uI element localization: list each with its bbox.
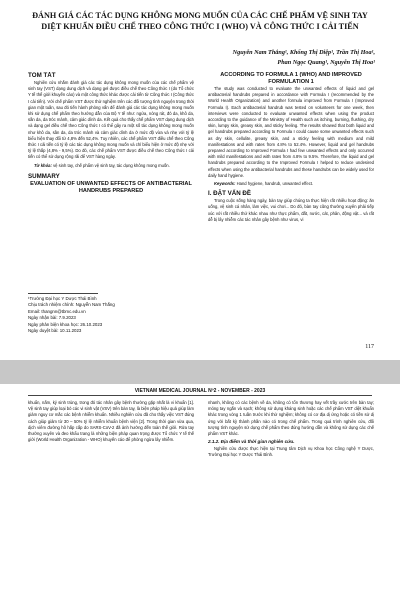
summary-heading: SUMMARY	[28, 172, 60, 180]
page2-right-text: nhanh, không có các bệnh về da, không có tổn thương hay vết trầy xước trên bàn tay; móng tay ngắn và sạch; không sử dụng kháng sinh hoặc các chế phẩm VST diệt khuẩn khác trong vòng 1 tuần trước khi thử nghiệm; không có cơ địa dị ứng hoặc có tiền sử dị ứng với bất kỳ thành phần nào có trong chế phẩm. Trong quá trình nghiên cứu, đối tượng tình nguyện sử dụng chế phẩm theo đúng hướng dẫn và không sử dụng các chế phẩm VST khác.	[208, 400, 374, 437]
section-212-body: Nghiên cứu được thực hiện tại Trung tâm Dịch vụ Khoa học Công nghệ Y Dược, Trường Đại học Y Dược Thái Bình.	[208, 445, 374, 457]
paper-title: ĐÁNH GIÁ CÁC TÁC DỤNG KHÔNG MONG MUỐN CỦA CÁC CHẾ PHẨM VỆ SINH TAY DIỆT KHUẨN ĐIỀU CHẾ THEO CÔNG THỨC I (WHO) VÀ CÔNG THỨC I CẢI TIẾN	[32, 11, 368, 31]
page2-left-column	[28, 400, 194, 596]
review-date: Ngày phản biện khoa học: 26.10.2023	[28, 321, 103, 327]
summary-title: EVALUATION OF UNWANTED EFFECTS OF ANTIBACTERIAL HANDRUBS PREPARED	[30, 180, 192, 194]
summary-body: The study was conducted to evaluate the unwanted effects of liquid and gel antibacterial handrubs prepared in accordance with Formula I (recommended by the World Health Organization) and another formula improved from Formula I (Improved Formula I). Each antibacterial handrub was tested on volunteers for one week, then interviews were conducted to evaluate unwanted effects when using the product according to the guidance of the Ministry of Health such as itching, burning, flushing, dry skin, lumpy skin, greasy skin, and sticky feeling. The results showed that both liquid and gel handrubs prepared according to Formula I could cause some unwanted effects such as dry skin, cellulite, greasy skin, and a sticky feeling with medium and mild manifestations and with rates from 4.8% to 52.4%. However, liquid and gel handrubs prepared according to Improved Formula I had few unwanted effects and only occurred with mild manifestations and with rates from 4.8% to 9.5%. Therefore, the liquid and gel handrubs prepared according to the Improved Formula I helped to reduce undesired effects when using the antibacterial handrubs and these handrubs can be widely used for daily hand hygiene.	[208, 86, 374, 178]
page-number: 117	[365, 344, 374, 350]
abstract-heading: TÓM TẮT	[28, 72, 56, 79]
summary-keywords: Keywords: Hand hygiene, handrub, unwanted effect.	[214, 181, 314, 187]
received-date: Ngày nhận bài: 7.9.2023	[28, 315, 76, 321]
accepted-date: Ngày duyệt bài: 10.11.2023	[28, 328, 82, 334]
intro-heading: I. ĐẶT VẤN ĐỀ	[208, 190, 251, 198]
corresponding-author: Chịu trách nhiệm chính: Nguyễn Nam Thắng	[28, 302, 115, 308]
header-rule	[28, 395, 372, 396]
correspondence-block	[28, 296, 178, 334]
summary-title-cont: ACCORDING TO FORMULA 1 (WHO) AND IMPROVED FORMULATION 1	[220, 72, 362, 85]
affiliation: ¹Trường Đại học Y Dược Thái Bình	[28, 296, 97, 301]
author-list	[150, 48, 375, 68]
author-line: Phan Ngọc Quang¹, Nguyễn Thị Hoa¹	[277, 59, 375, 66]
footnote-rule	[28, 293, 98, 294]
left-column	[28, 72, 194, 294]
right-column	[208, 72, 374, 340]
abstract-body: Nghiên cứu nhằm đánh giá các tác dụng không mong muốn của các chế phẩm vệ sinh tay (VST) dạng dung dịch và dạng gel được điều chế theo Công thức I (do Tổ chức Y tế thế giới khuyến cáo) và một công thức khác được cải tiến từ Công thức I (Công thức I cải tiến). Với chế phẩm VST được thử nghiệm trên các đối tượng tình nguyện trong thời gian một tuần, sau đó tiến hành phỏng vấn để đánh giá các tác dụng không mong muốn khi sử dụng chế phẩm theo hướng dẫn của Bộ Y tế như: ngứa, nóng rát, đỏ da, khô da, sần da, da tróc mảnh, cảm giác dính da. Kết quả cho thấy chế phẩm VST dạng dung dịch và dạng gel điều chế theo Công thức I có thể gây ra một số tác dụng không mong muốn như khô da, sần da, da tróc mảnh và cảm giác dính da ở mức độ vừa và nhẹ với tỷ lệ biểu hiện thay đổi từ 4,8% đến 52,4%. Tuy nhiên, các chế phẩm VST điều chế theo Công thức I cải tiến có tỷ lệ các tác dụng không mong muốn và chỉ biểu hiện ở mức độ nhẹ với tỷ lệ thấp (4,8% - 9,5%). Do đó, các chế phẩm VST được điều chế theo Công thức I cải tiến có thể sử dụng rộng rãi để VST hàng ngày.	[28, 80, 194, 160]
page2-right-column	[208, 400, 374, 596]
page2-left-text: khuẩn, nấm, ký sinh trùng, trong đó tác nhân gây bệnh thường gặp nhất là vi khuẩn [1]. Vệ sinh tay giúp loại bỏ các vi sinh vật (VSV) trên bàn tay, là biện pháp hiệu quả giúp làm giảm nguy cơ mắc các bệnh nhiễm khuẩn. Nhiều nghiên cứu đã cho thấy việc VST đúng cách giúp giảm từ 30 – 50% tỷ lệ nhiễm khuẩn bệnh viện [2]. Trong thời gian vừa qua, dịch viêm đường hô hấp cấp do SARS-CoV-2 đã ảnh hưởng đến toàn thế giới. Rửa tay thường xuyên và đeo khẩu trang là những biện pháp quan trọng được Tổ chức Y tế thế giới (World Health Organization - WHO) khuyến cáo để phòng ngừa lây nhiễm.	[28, 400, 194, 443]
email: Email: thangnn@tbmc.edu.vn	[28, 308, 86, 314]
journal-header: VIETNAM MEDICAL JOURNAL Nº2 - NOVEMBER - 2023	[134, 388, 266, 394]
page-gap	[0, 360, 400, 384]
section-212-heading: 2.1.2. Địa điểm và thời gian nghiên cứu.	[208, 439, 295, 445]
author-line: Nguyễn Nam Thắng¹, Khổng Thị Diệp¹, Trần Thị Hoa¹,	[232, 49, 375, 56]
intro-body: Trong cuộc sống hàng ngày, bàn tay giúp chúng ta thực hiện rất nhiều hoạt động: ăn uống, vệ sinh cá nhân, làm việc, vui chơi... Do đó, bàn tay cũng thường xuyên phải tiếp xúc với rất nhiều thứ khác nhau như thực phẩm, đất, nước, cát, phân, động vật... và rất dễ bị lây nhiễm các tác nhân gây bệnh như virus, vi	[208, 198, 374, 222]
abstract-keywords: Từ khóa: vệ sinh tay, chế phẩm vệ sinh tay, tác dụng không mong muốn.	[34, 162, 170, 168]
